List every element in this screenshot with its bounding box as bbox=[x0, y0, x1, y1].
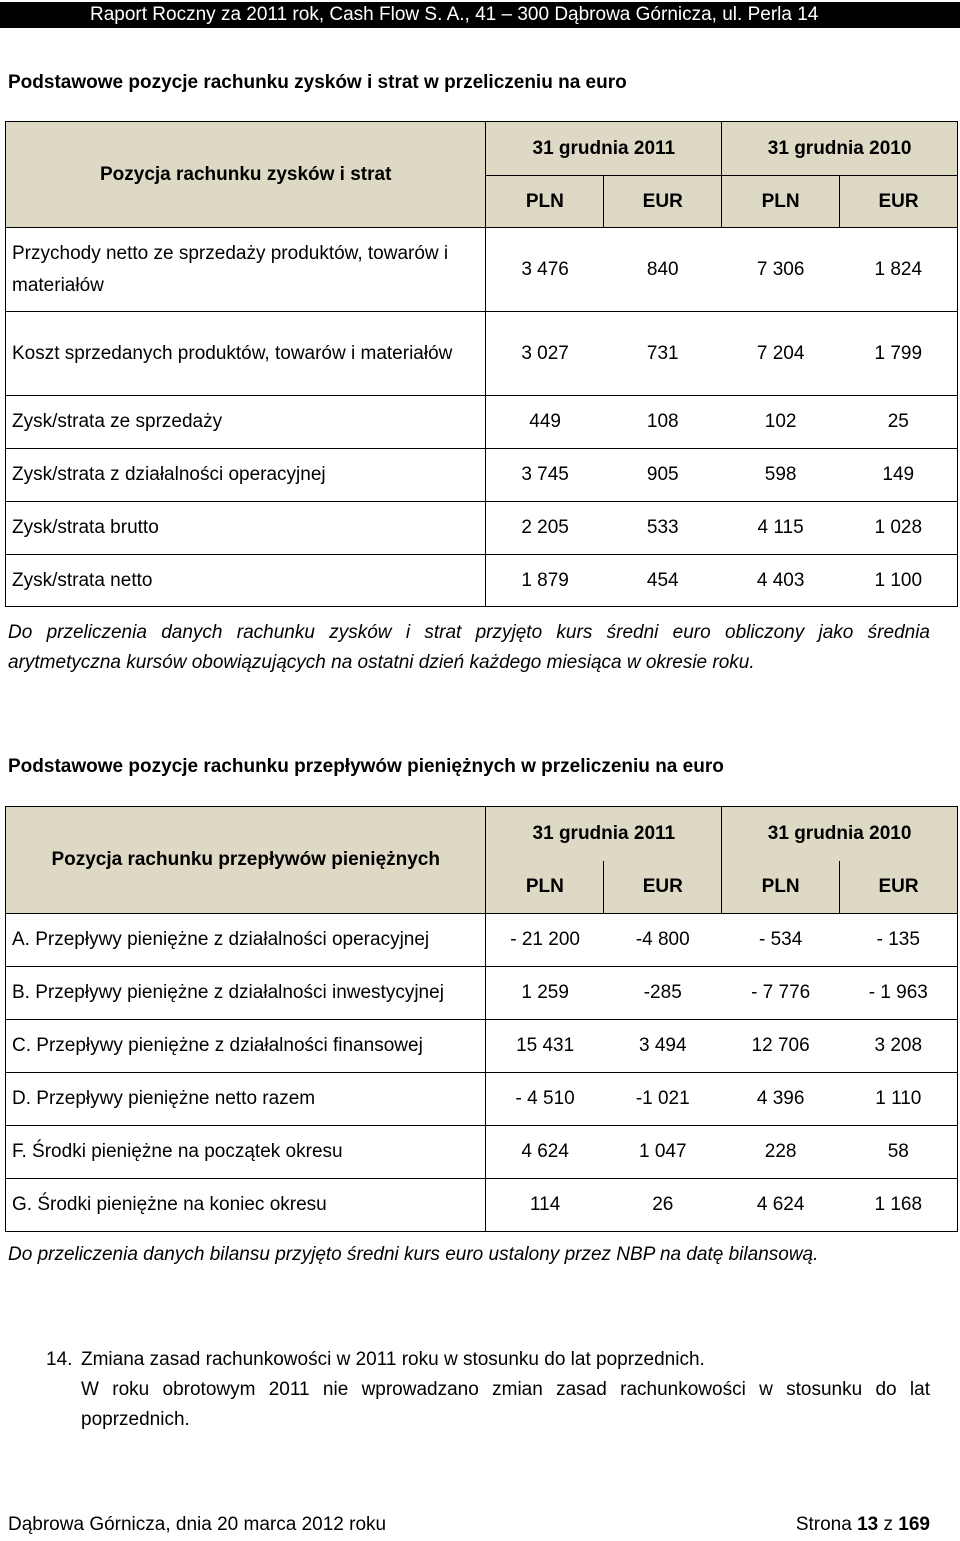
section-number: 14. bbox=[46, 1349, 73, 1370]
row-label: C. Przepływy pieniężne z działalności finansowej bbox=[6, 1020, 486, 1073]
value-cell: 149 bbox=[840, 449, 958, 502]
value-cell: 2 205 bbox=[486, 502, 604, 555]
table-row bbox=[6, 312, 958, 396]
section-body: W roku obrotowym 2011 nie wprowadzano zmian zasad rachunkowości w stosunku do lat poprzednich. bbox=[81, 1379, 930, 1430]
value-cell: 4 624 bbox=[486, 1126, 604, 1179]
value-cell: 102 bbox=[722, 396, 840, 449]
income-col-header: Pozycja rachunku zysków i strat bbox=[6, 122, 486, 228]
value-cell: 1 168 bbox=[840, 1179, 958, 1232]
income-note: Do przeliczenia danych rachunku zysków i strat przyjęto kurs średni euro obliczony jako średnia arytmetyczna kursów obowiązujących na ostatni dzień każdego miesiąca w okresie roku. bbox=[8, 622, 930, 673]
table-row bbox=[6, 502, 958, 555]
value-cell: 4 396 bbox=[722, 1073, 840, 1126]
value-cell: 1 799 bbox=[840, 312, 958, 396]
table-row bbox=[6, 228, 958, 312]
currency-header: EUR bbox=[604, 176, 722, 228]
income-table bbox=[5, 121, 958, 607]
value-cell: 1 028 bbox=[840, 502, 958, 555]
value-cell: 4 403 bbox=[722, 555, 840, 607]
footer-place-date: Dąbrowa Górnicza, dnia 20 marca 2012 roku bbox=[8, 1514, 387, 1535]
value-cell: 7 306 bbox=[722, 228, 840, 312]
currency-header: EUR bbox=[840, 861, 958, 914]
table-row bbox=[6, 1020, 958, 1073]
currency-header: EUR bbox=[840, 176, 958, 228]
value-cell: 228 bbox=[722, 1126, 840, 1179]
value-cell: 26 bbox=[604, 1179, 722, 1232]
value-cell: 58 bbox=[840, 1126, 958, 1179]
row-label: A. Przepływy pieniężne z działalności operacyjnej bbox=[6, 914, 486, 967]
row-label: Zysk/strata netto bbox=[6, 555, 486, 607]
table-row bbox=[6, 1126, 958, 1179]
value-cell: 1 879 bbox=[486, 555, 604, 607]
page-footer bbox=[8, 1514, 930, 1536]
section-14 bbox=[46, 1345, 930, 1435]
table-row bbox=[6, 396, 958, 449]
table-row bbox=[6, 1073, 958, 1126]
value-cell: - 21 200 bbox=[486, 914, 604, 967]
row-label: Przychody netto ze sprzedaży produktów, towarów i materiałów bbox=[6, 228, 486, 312]
value-cell: - 534 bbox=[722, 914, 840, 967]
row-label: Zysk/strata ze sprzedaży bbox=[6, 396, 486, 449]
row-label: Zysk/strata z działalności operacyjnej bbox=[6, 449, 486, 502]
value-cell: 7 204 bbox=[722, 312, 840, 396]
value-cell: 15 431 bbox=[486, 1020, 604, 1073]
value-cell: 1 047 bbox=[604, 1126, 722, 1179]
value-cell: -4 800 bbox=[604, 914, 722, 967]
value-cell: 12 706 bbox=[722, 1020, 840, 1073]
row-label: G. Środki pieniężne na koniec okresu bbox=[6, 1179, 486, 1232]
value-cell: 454 bbox=[604, 555, 722, 607]
cashflow-col-header: Pozycja rachunku przepływów pieniężnych bbox=[6, 807, 486, 914]
table-row bbox=[6, 449, 958, 502]
value-cell: 3 027 bbox=[486, 312, 604, 396]
value-cell: 3 494 bbox=[604, 1020, 722, 1073]
value-cell: 449 bbox=[486, 396, 604, 449]
value-cell: 4 115 bbox=[722, 502, 840, 555]
value-cell: - 4 510 bbox=[486, 1073, 604, 1126]
table-row bbox=[6, 914, 958, 967]
value-cell: 1 100 bbox=[840, 555, 958, 607]
value-cell: - 7 776 bbox=[722, 967, 840, 1020]
currency-header: EUR bbox=[604, 861, 722, 914]
row-label: Zysk/strata brutto bbox=[6, 502, 486, 555]
cashflow-note: Do przeliczenia danych bilansu przyjęto średni kurs euro ustalony przez NBP na datę bilansową. bbox=[8, 1244, 819, 1265]
table-row bbox=[6, 967, 958, 1020]
value-cell: 3 208 bbox=[840, 1020, 958, 1073]
value-cell: 1 259 bbox=[486, 967, 604, 1020]
table-row bbox=[6, 555, 958, 607]
page-header: Raport Roczny za 2011 rok, Cash Flow S. A., 41 – 300 Dąbrowa Górnicza, ul. Perla 14 bbox=[0, 2, 960, 28]
row-label: B. Przepływy pieniężne z działalności inwestycyjnej bbox=[6, 967, 486, 1020]
value-cell: 3 476 bbox=[486, 228, 604, 312]
value-cell: - 1 963 bbox=[840, 967, 958, 1020]
section-title-cashflow: Podstawowe pozycje rachunku przepływów pieniężnych w przeliczeniu na euro bbox=[8, 756, 724, 777]
row-label: Koszt sprzedanych produktów, towarów i materiałów bbox=[6, 312, 486, 396]
currency-header: PLN bbox=[486, 861, 604, 914]
value-cell: -285 bbox=[604, 967, 722, 1020]
value-cell: 598 bbox=[722, 449, 840, 502]
value-cell: - 135 bbox=[840, 914, 958, 967]
value-cell: 3 745 bbox=[486, 449, 604, 502]
value-cell: 533 bbox=[604, 502, 722, 555]
value-cell: 905 bbox=[604, 449, 722, 502]
currency-header: PLN bbox=[722, 861, 840, 914]
section-heading: Zmiana zasad rachunkowości w 2011 roku w stosunku do lat poprzednich. bbox=[81, 1349, 705, 1370]
value-cell: 1 110 bbox=[840, 1073, 958, 1126]
cashflow-period-2011: 31 grudnia 2011 bbox=[486, 807, 722, 861]
value-cell: 4 624 bbox=[722, 1179, 840, 1232]
section-title-income: Podstawowe pozycje rachunku zysków i strat w przeliczeniu na euro bbox=[8, 72, 627, 93]
page-number: Strona 13 z 169 bbox=[795, 1514, 930, 1535]
table-row bbox=[6, 1179, 958, 1232]
cashflow-table bbox=[5, 806, 958, 1232]
income-period-2011: 31 grudnia 2011 bbox=[486, 122, 722, 176]
cashflow-period-2010: 31 grudnia 2010 bbox=[722, 807, 958, 861]
value-cell: 25 bbox=[840, 396, 958, 449]
value-cell: 1 824 bbox=[840, 228, 958, 312]
row-label: D. Przepływy pieniężne netto razem bbox=[6, 1073, 486, 1126]
row-label: F. Środki pieniężne na początek okresu bbox=[6, 1126, 486, 1179]
income-period-2010: 31 grudnia 2010 bbox=[722, 122, 958, 176]
value-cell: 108 bbox=[604, 396, 722, 449]
value-cell: -1 021 bbox=[604, 1073, 722, 1126]
value-cell: 840 bbox=[604, 228, 722, 312]
value-cell: 731 bbox=[604, 312, 722, 396]
currency-header: PLN bbox=[722, 176, 840, 228]
value-cell: 114 bbox=[486, 1179, 604, 1232]
currency-header: PLN bbox=[486, 176, 604, 228]
